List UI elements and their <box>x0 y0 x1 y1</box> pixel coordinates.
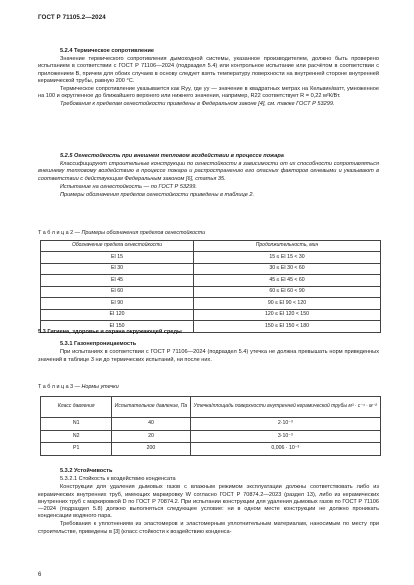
caption-prefix: Т а б л и ц а 3 — <box>38 384 80 390</box>
column-header: Обозначение предела огнестойкости <box>41 241 194 252</box>
table-cell: 60 ≤ EI 60 < 90 <box>194 286 381 298</box>
table-row <box>41 430 381 443</box>
table-cell: EI 60 <box>41 286 194 298</box>
paragraph: Конструкции для удаления дымовых газов с влажным режимом эксплуатации должны соответствовать либо из керамических внутренних труб, имеющих маркировку W согласно ГОСТ Р 70874.2—2023 (раздел 13), либо из керамических внутренних труб с маркировкой D по ГОСТ Р 70874.2. При испытании конструкции для удаления дымовых газов по ГОСТ Р 71106—2024 (подраздел 5.8) должно выполняться следующее условие: ни в одном месте конструкции не должно проникать конденсации водяного пара. <box>38 484 379 520</box>
table-2 <box>40 240 381 333</box>
table-cell: EI 90 <box>41 298 194 310</box>
table-row <box>41 275 381 287</box>
column-header: Продолжительность, мин <box>194 241 381 252</box>
table-cell: 200 <box>112 443 190 456</box>
section-5-3 <box>38 329 379 365</box>
paragraph: Примеры обозначения пределов огнестойкости приведены в таблице 2. <box>60 192 255 199</box>
table-cell: 40 <box>112 418 190 431</box>
caption-prefix: Т а б л и ц а 2 — <box>38 230 80 236</box>
document-header: ГОСТ Р 71105.2—2024 <box>38 14 106 21</box>
paragraph: Значение термического сопротивления дымоходной системы, указанное производителем, должно быть проверено испытанием в соответствии с ГОСТ Р 71106—2024 (подраздел 5.4) или контрольное испытание или расчётом в соответствии с приложением В, причем для обоих случаев в основу следует взять температуру поверхности на внутренней стороне внутренней керамической трубы, равную 200 °С. <box>38 56 379 84</box>
paragraph: При испытаниях в соответствии с ГОСТ Р 71106—2024 (подраздел 5.4) утечка не должна превышать норм приведенных значений в таблице 3 ни до термических испытаний, ни после них. <box>38 349 379 363</box>
subsection-heading: 5.3.1 Газонепроницаемость <box>60 341 137 348</box>
column-header: Испытательное давление, Па <box>112 397 190 418</box>
section-heading: 5.3 Гигиена, здоровье и охрана окружающей среды <box>38 329 182 335</box>
table-cell: 0,006 · 10⁻³ <box>190 443 380 456</box>
table-cell: EI 120 <box>41 309 194 321</box>
table-3 <box>40 396 381 456</box>
column-header: Утечка/площадь поверхности внутренней керамической трубы м³ · с⁻¹ · м⁻² <box>190 397 380 418</box>
page-number: 6 <box>38 572 42 578</box>
table-cell: 150 ≤ EI 150 < 180 <box>194 321 381 333</box>
paragraph: Термическое сопротивление указывается как Rуу, где уу — значение в квадратных метрах на Кельвин/ватт, умноженное на 100 и округленное до ближайшего верхнего или нижнего значения, например, R22 соответствует R = 0,22 м²К/Вт. <box>38 86 379 100</box>
section-heading: 5.2.5 Огнестойкость при внешнем тепловом воздействии в процессе пожара <box>60 153 284 159</box>
table-cell: 20 <box>112 430 190 443</box>
paragraph: Требования к уплотнениям из эластомеров и эластомерным уплотнительным материалам, наносимым по месту при строительстве, приведены в [3] (класс стойкости к воздействию конденса- <box>38 521 379 535</box>
section-heading: 5.2.4 Термическое сопротивление <box>60 48 155 54</box>
table-cell: 45 ≤ EI 45 < 60 <box>194 275 381 287</box>
section-heading: 5.3.2 Устойчивость <box>60 468 113 474</box>
table-cell: 15 ≤ EI 15 < 30 <box>194 252 381 264</box>
table-2-caption <box>38 230 205 237</box>
table-3-caption <box>38 384 119 391</box>
table-row <box>41 298 381 310</box>
section-5-2-4 <box>38 48 379 110</box>
table-row <box>41 309 381 321</box>
column-header: Класс давления <box>41 397 112 418</box>
table-row <box>41 252 381 264</box>
section-5-3-2 <box>38 468 379 537</box>
table-cell: EI 30 <box>41 263 194 275</box>
table-cell: EI 45 <box>41 275 194 287</box>
table-row <box>41 263 381 275</box>
table-cell: 30 ≤ EI 30 < 60 <box>194 263 381 275</box>
table-row <box>41 418 381 431</box>
table-header-row <box>41 397 381 418</box>
table-cell: EI 15 <box>41 252 194 264</box>
table-cell: N1 <box>41 418 112 431</box>
table-cell: EI 150 <box>41 321 194 333</box>
table-row <box>41 286 381 298</box>
table-cell: 120 ≤ EI 120 < 150 <box>194 309 381 321</box>
caption-title: Примеры обозначения пределов огнестойкости <box>81 230 206 236</box>
paragraph: Классифицируют строительные конструкции по огнестойкости в зависимости от их способности сопротивляться внешнему тепловому воздействию в процессе пожара и распространению его опасных факторов огневыми и указывают в соответствии с действующим Федеральным законом [6], статья 35. <box>38 161 379 182</box>
table-cell: 90 ≤ EI 90 < 120 <box>194 298 381 310</box>
section-5-2-5 <box>38 153 379 200</box>
table-header-row <box>41 241 381 252</box>
table-row <box>41 443 381 456</box>
paragraph: Требования к пределам огнестойкости приведены в Федеральном законе [4], см. также ГОСТ Р 53299. <box>60 101 335 108</box>
table-cell: P1 <box>41 443 112 456</box>
subsection-heading: 5.3.2.1 Стойкость к воздействию конденсата <box>60 476 176 483</box>
caption-title: Нормы утечки <box>81 384 119 390</box>
table-cell: 3·10⁻³ <box>190 430 380 443</box>
table-cell: N2 <box>41 430 112 443</box>
paragraph: Испытание на огнестойкость — по ГОСТ Р 53299. <box>60 183 197 190</box>
table-cell: 2·10⁻³ <box>190 418 380 431</box>
